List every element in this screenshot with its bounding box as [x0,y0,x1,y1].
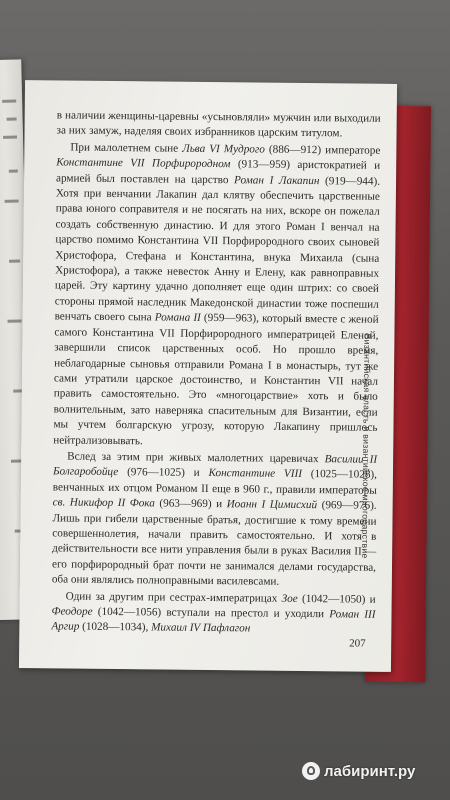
italic-name: Роман I Лакапин [234,173,320,187]
text-segment: (919—944). Хотя при венчании Лакапин дал клятву обеспечить царственные права юного соправителя и не посягать на них, вскоре он пожелал создать собственную династию. И для этого Роман I венчал на царство помимо Константина VII Порфирородного своих сыновей Христофора, Стефана и Константина, внука Михаила (сына Христофора), а также невесток Анну и Елену, как равноправных царей. Эту картину удачно дополняет еще один штрих: со своей стороны прямой наследник Македонской династии тоже поспешил венчать своего сына [54,174,381,324]
text-segment: (1042—1056) вступали на престол и уходили [92,605,330,621]
paragraph [51,589,375,639]
italic-name: Романа II [154,311,201,325]
italic-name: Василии II Болгаробойце [52,453,378,479]
paragraph [56,108,380,142]
body-text [51,108,380,638]
running-head: Византийская власть и византийское многоцарствие [360,333,373,559]
labirint-logo-icon [302,762,320,780]
text-segment: (969—976). Лишь при гибели царственные братья, достигшие к тому времени совершеннолетия, начали править самостоятельно. И хотя в действительности все нити управления были в руках Василия II — его порфирородный брат почти не занимался делами государства, оба они являлись полноправными василевсами. [51,499,377,588]
italic-name: Льва VI Мудрого [182,142,265,156]
book-page [19,80,397,672]
italic-name: св. Никифор II Фока [52,496,155,510]
paragraph [52,449,377,591]
text-segment: (913—959) аристократией и армией был поставлен на царство [56,158,381,186]
italic-name: Феодоре [51,605,93,618]
text-segment: (886—912) императоре [264,143,381,157]
text-segment: (959—963), который вместе с женой самого Константина VII Порфирородного императрицей Еленой, завершили список царственных особ. Но прошло время, неблагодарные сыновья отправили Романа I в монастырь, тут же сами утратили царское достоинство, и Константин VII начал править самостоятельно. Это «многоцарствие» хоть и было волнительным, зато наверняка спасительным для Византии, если мы учтем болгарскую угрозу, которую Лакапину пришлось нейтрализовывать. [53,312,379,447]
italic-name: Зое [281,592,298,605]
text-segment: Один за другим при сестрах-императрицах [65,590,282,605]
text-segment: (976—1025) и [118,466,209,480]
text-segment: (963—969) и [154,497,227,511]
watermark [302,762,415,780]
text-segment: (1042—1050) и [297,592,376,606]
text-segment: При малолетнем сыне [70,141,183,155]
text-segment: (1025—1028), венчанных их отцом Романом II еще в 960 г., правили императоры [52,468,378,497]
text-segment: (1028—1034), [79,621,152,634]
italic-name: Иоанн I Цимисхий [226,498,318,512]
watermark-text: лабиринт.ру [324,762,416,780]
text-segment: в наличии женщины-царевны «усыновляли» мужчин или выходили за них замуж, наделяя своих избранников царским титулом. [56,109,381,140]
text-segment: Вслед за этим при живых малолетних царевичах [67,450,325,466]
italic-name: Михаил IV Пафлагон [151,621,251,635]
italic-name: Роман III Аргир [51,608,376,634]
paragraph [53,140,380,452]
italic-name: Константине VII Порфирородном [56,156,231,171]
page-number: 207 [349,637,366,650]
italic-name: Константине VIII [208,467,303,481]
